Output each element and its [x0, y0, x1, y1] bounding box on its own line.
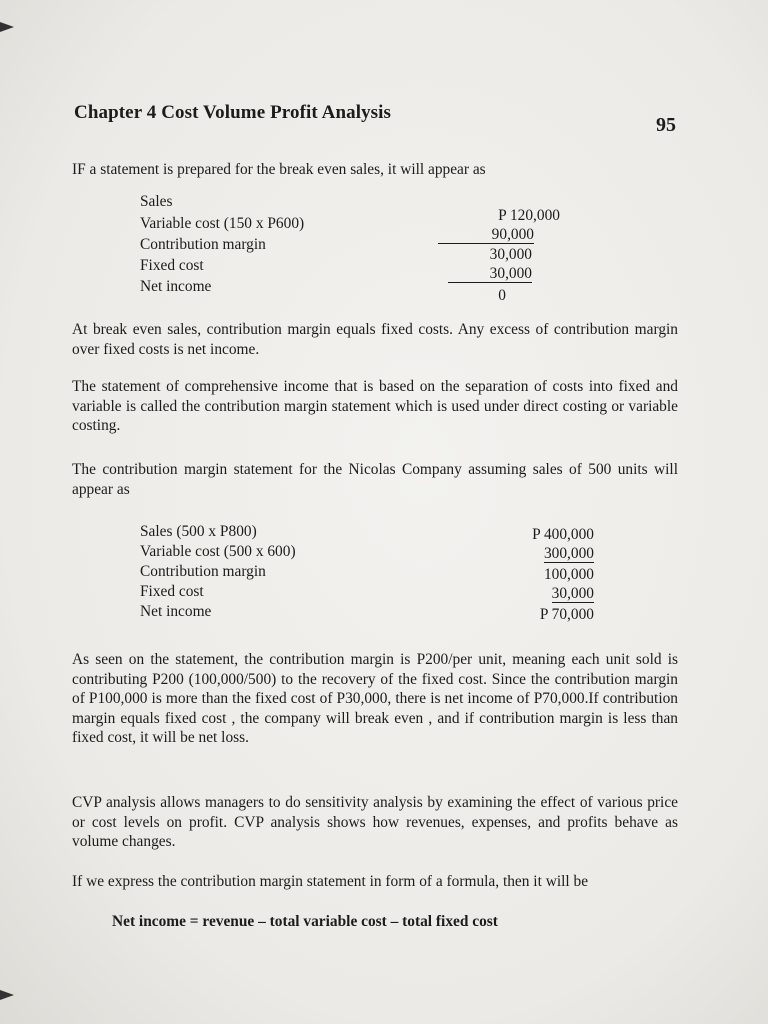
page-number: 95: [656, 114, 676, 136]
binding-mark-bottom: [0, 990, 14, 1000]
net-income-formula: Net income = revenue – total variable cost – total fixed cost: [112, 913, 498, 930]
statement-amount: 300,000: [543, 545, 594, 562]
chapter-title: Chapter 4 Cost Volume Profit Analysis: [74, 102, 392, 123]
statement-amount: P 70,000: [539, 606, 594, 623]
contribution-margin-statement: [140, 522, 600, 632]
paragraph-contribution-explanation: As seen on the statement, the contribution margin is P200/per unit, meaning each unit sold is contributing P200 (100,000/500) to the recovery of the fixed cost. Since the contribution margin of P100,000 is more than the fixed cost of P30,000, there is net income of P70,000.If contribution margin equals fixed cost , the company will break even , and if contribution margin is less than fixed cost, it will be net loss.: [72, 651, 678, 746]
statement-amount: 0: [498, 287, 506, 304]
break-even-statement: [140, 192, 560, 302]
statement-label: Variable cost (150 x P600): [140, 215, 305, 232]
statement-amount: 30,000: [551, 585, 594, 602]
statement-amount: 30,000: [448, 265, 532, 283]
paragraph-nicolas-company: The contribution margin statement for the Nicolas Company assuming sales of 500 units will appear as: [72, 461, 678, 498]
statement-label: Fixed cost: [140, 583, 204, 600]
paragraph-cvp-analysis: CVP analysis allows managers to do sensitivity analysis by examining the effect of various price or cost levels on profit. CVP analysis shows how revenues, expenses, and profits behave as volume changes.: [72, 794, 678, 850]
intro-paragraph: IF a statement is prepared for the break even sales, it will appear as: [72, 161, 486, 178]
statement-amount: 90,000: [438, 226, 534, 244]
statement-label: Net income: [140, 603, 212, 620]
statement-label: Fixed cost: [140, 257, 204, 274]
statement-label: Net income: [140, 278, 212, 295]
paragraph-comprehensive-income: The statement of comprehensive income that is based on the separation of costs into fixed and variable is called the contribution margin statement which is used under direct costing or variable costing.: [72, 378, 678, 434]
statement-amount: P 400,000: [532, 526, 594, 543]
paragraph-formula-intro: If we express the contribution margin statement in form of a formula, then it will be: [72, 873, 589, 890]
statement-amount: 30,000: [489, 246, 532, 263]
statement-label: Sales (500 x P800): [140, 523, 257, 540]
binding-mark-top: [0, 22, 14, 32]
statement-label: Contribution margin: [140, 563, 266, 580]
paragraph-break-even: At break even sales, contribution margin equals fixed costs. Any excess of contribution margin over fixed costs is net income.: [72, 321, 678, 358]
statement-amount: 100,000: [543, 566, 594, 583]
statement-amount: P 120,000: [498, 207, 560, 224]
statement-label: Sales: [140, 193, 173, 210]
statement-label: Contribution margin: [140, 236, 266, 253]
statement-label: Variable cost (500 x 600): [140, 543, 296, 560]
